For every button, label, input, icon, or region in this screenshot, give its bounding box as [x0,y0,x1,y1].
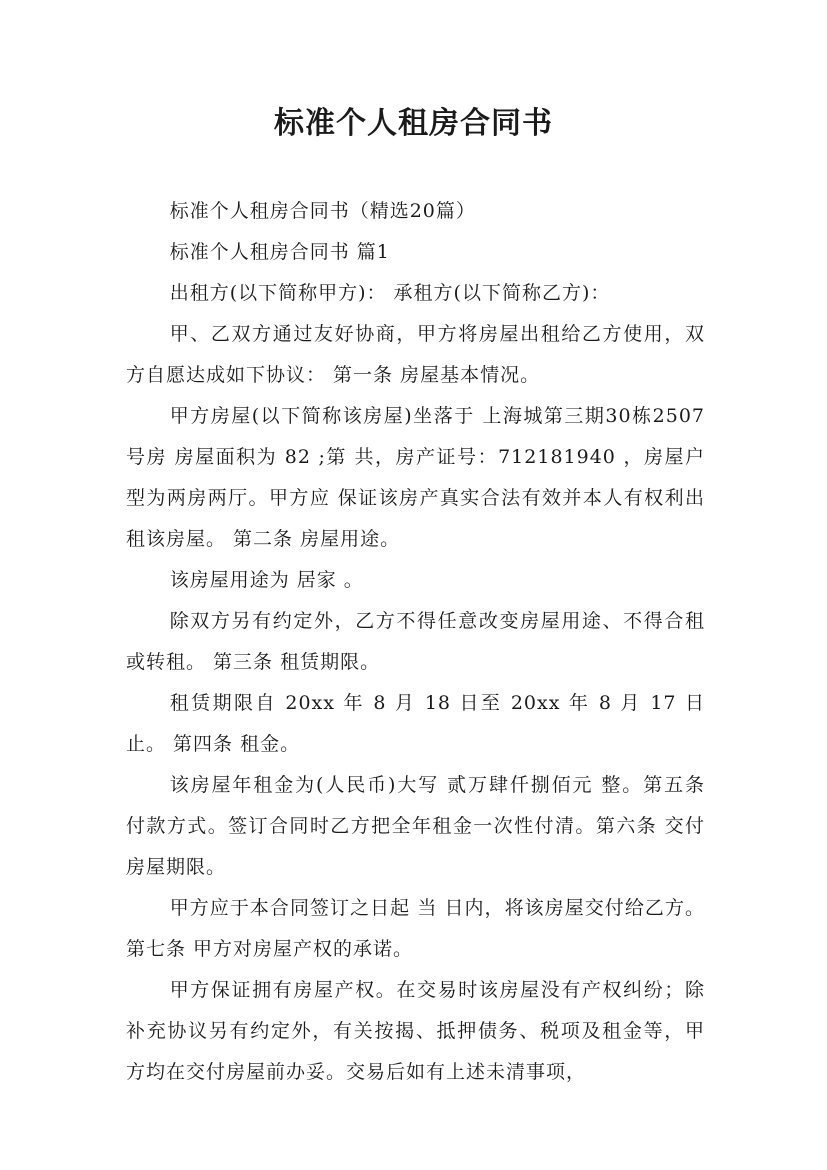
paragraph-parties: 出租方(以下简称甲方)： 承租方(以下简称乙方)： [169,282,611,304]
paragraph-use-restriction: 除双方另有约定外，乙方不得任意改变房屋用途、不得合租或转租。 第三条 租赁期限。 [126,610,705,673]
paragraph-rent-payment: 该房屋年租金为(人民币)大写 贰万肆仟捌佰元 整。第五条 付款方式。签订合同时乙方把全年租金一次性付清。第六条 交付房屋期限。 [126,774,705,878]
paragraph-lease-term: 租赁期限自 20xx 年 8 月 18 日至 20xx 年 8 月 17 日止。 第四条 租金。 [126,692,705,755]
paragraph-property-info: 甲方房屋(以下简称该房屋)坐落于 上海城第三期30栋2507号房 房屋面积为 82 ;第 共，房产证号：712181940 ，房屋户型为两房两厅。甲方应 保证该房产真实合法有效并本人有权利出租该房屋。 第二条 房屋用途。 [126,405,705,550]
paragraph-property-use: 该房屋用途为 居家 。 [169,569,364,591]
document-body [126,191,705,1093]
paragraph-delivery: 甲方应于本合同签订之日起 当 日内，将该房屋交付给乙方。 第七条 甲方对房屋产权的承诺。 [126,897,705,960]
document-title: 标准个人租房合同书 [274,106,553,141]
paragraph-ownership-promise: 甲方保证拥有房屋产权。在交易时该房屋没有产权纠纷；除补充协议另有约定外，有关按揭、抵押债务、税项及租金等，甲方均在交付房屋前办妥。交易后如有上述未清事项， [126,979,705,1083]
paragraph-section-heading: 标准个人租房合同书 篇1 [169,241,390,263]
paragraph-subtitle: 标准个人租房合同书（精选20篇） [169,200,476,222]
paragraph-agreement-intro: 甲、乙双方通过友好协商，甲方将房屋出租给乙方使用，双方自愿达成如下协议： 第一条 房屋基本情况。 [126,323,705,386]
